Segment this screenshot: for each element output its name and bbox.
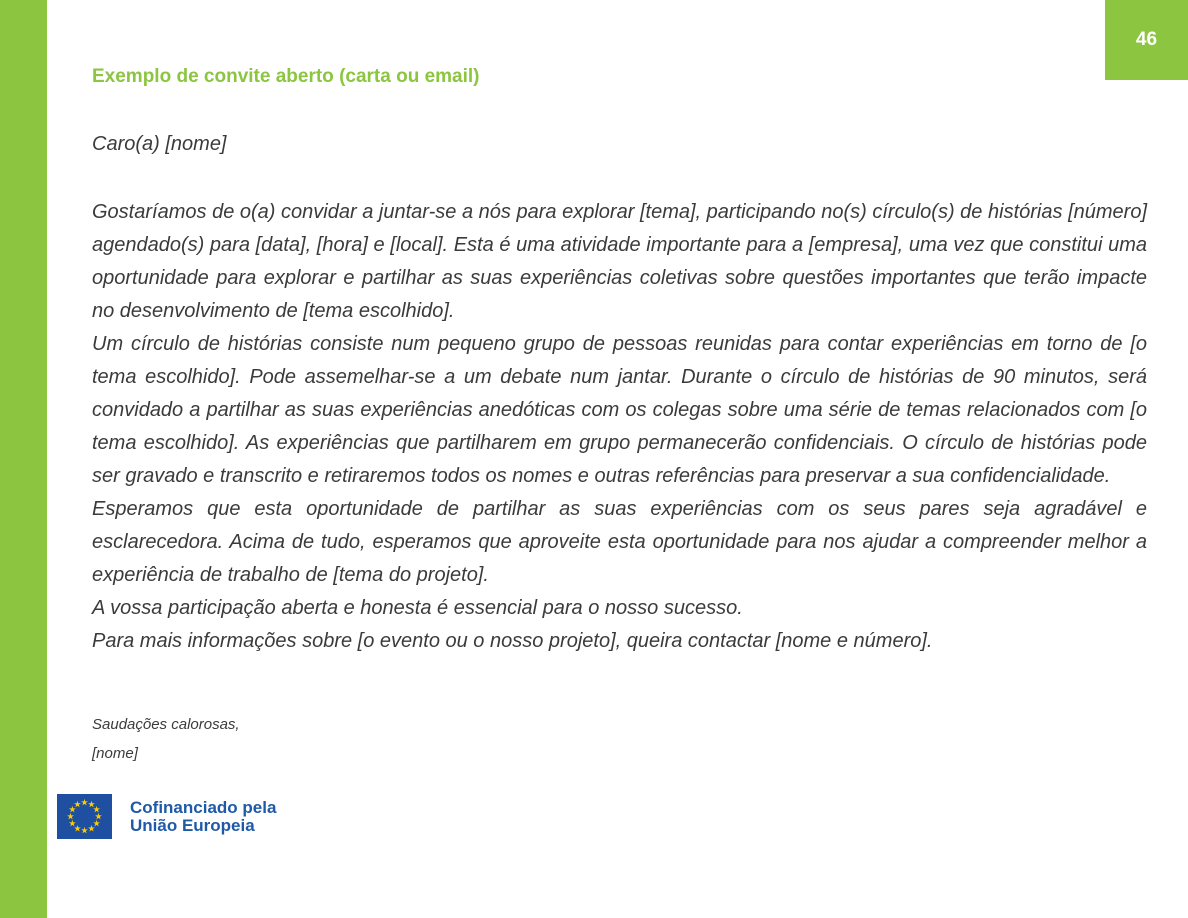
eu-logo-text-line-1: Cofinanciado pela — [130, 797, 277, 817]
body-paragraph-4: A vossa participação aberta e honesta é essencial para o nosso sucesso. — [92, 597, 743, 619]
body-paragraph-2: Um círculo de histórias consiste num pequeno grupo de pessoas reunidas para contar experiências em torno de [o tema escolhido]. Pode assemelhar-se a um debate num jantar. Durante o círculo de histórias de 90 minutos, será convidado a partilhar as suas experiências anedóticas com os colegas sobre uma série de temas relacionados com [o tema escolhido]. As experiências que partilharem em grupo permanecerão confidenciais. O círculo de histórias pode ser gravado e transcrito e retiraremos todos os nomes e outras referências para preservar a sua confidencialidade. — [92, 333, 1147, 487]
eu-logo-text — [130, 799, 276, 835]
letter-salutation: Caro(a) [nome] — [92, 133, 227, 155]
eu-logo-text-line-2: União Europeia — [130, 815, 255, 835]
page-title: Exemplo de convite aberto (carta ou email) — [92, 66, 480, 87]
eu-logo — [57, 794, 276, 839]
closing-line-2: [nome] — [92, 745, 138, 762]
letter-body — [92, 196, 1147, 658]
body-paragraph-1: Gostaríamos de o(a) convidar a juntar-se a nós para explorar [tema], participando no(s) círculo(s) de histórias [número] agendado(s) para [data], [hora] e [local]. Esta é uma atividade importante para a [empresa], uma vez que constitui uma oportunidade para explorar e partilhar as suas experiências coletivas sobre questões importantes que terão impacte no desenvolvimento de [tema escolhido]. — [92, 201, 1147, 322]
eu-flag-icon — [57, 794, 112, 839]
page-number: 46 — [1135, 29, 1158, 50]
body-paragraph-3: Esperamos que esta oportunidade de partilhar as suas experiências com os seus pares seja agradável e esclarecedora. Acima de tudo, esperamos que aproveite esta oportunidade para nos ajudar a compreender melhor a experiência de trabalho de [tema do projeto]. — [92, 498, 1147, 586]
body-paragraph-5: Para mais informações sobre [o evento ou o nosso projeto], queira contactar [nome e número]. — [92, 630, 933, 652]
letter-closing — [92, 710, 692, 768]
left-accent-bar — [0, 0, 47, 918]
closing-line-1: Saudações calorosas, — [92, 716, 240, 733]
